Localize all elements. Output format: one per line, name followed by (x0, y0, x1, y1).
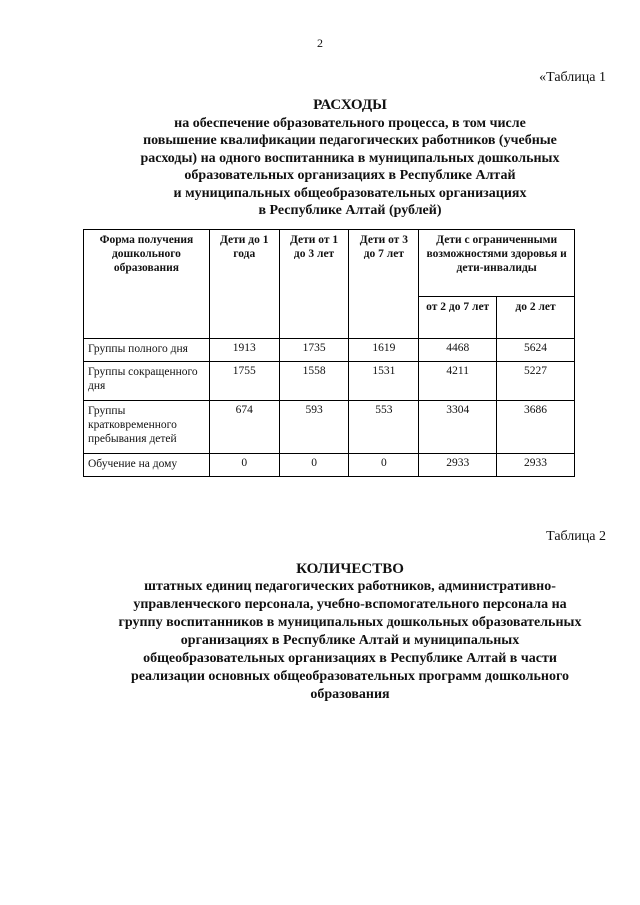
table-2-heading (80, 560, 620, 704)
table-1-subtitle-line: повышение квалификации педагогических работников (учебные (143, 133, 557, 148)
table-row (84, 454, 575, 477)
page-number: 2 (317, 36, 323, 50)
table-1-subtitle-line: образовательных организациях в Республике Алтай (184, 168, 516, 183)
cell-value: 0 (279, 454, 349, 477)
header-under-1: Дети до 1 года (209, 230, 279, 339)
cell-value: 674 (209, 401, 279, 454)
cell-value: 1735 (279, 339, 349, 362)
table-2-subtitle-line: организациях в Республике Алтай и муниципальных (180, 633, 520, 648)
table-1-subtitle-line: на обеспечение образовательного процесса, в том числе (174, 115, 526, 131)
cell-value: 4468 (419, 339, 497, 362)
costs-table (83, 229, 575, 477)
cell-value: 2933 (497, 454, 575, 477)
table-2-title: КОЛИЧЕСТВО (296, 561, 404, 577)
table-row (84, 362, 575, 401)
table-2-subtitle-line: реализации основных общеобразовательных программ дошкольного (131, 669, 569, 684)
header-3-to-7: Дети от 3 до 7 лет (349, 230, 419, 339)
table-1-subtitle-line: и муниципальных общеобразовательных организациях (173, 185, 527, 201)
cell-value: 1531 (349, 362, 419, 401)
cell-value: 4211 (419, 362, 497, 401)
cell-value: 553 (349, 401, 419, 454)
table-1-heading (86, 97, 614, 220)
table-2-subtitle-line: штатных единиц педагогических работников, административно- (144, 579, 556, 594)
table-1-subtitle-line: расходы) на одного воспитанника в муниципальных дошкольных (140, 150, 560, 166)
table-row (84, 339, 575, 362)
row-label: Обучение на дому (84, 454, 210, 477)
header-disabled-children: Дети с ограниченными возможностями здоровья и дети-инвалиды (419, 230, 575, 297)
cell-value: 1755 (209, 362, 279, 401)
table-2-subtitle-line: группу воспитанников в муниципальных дошкольных образовательных (118, 615, 582, 630)
table-row (84, 401, 575, 454)
cell-value: 3304 (419, 401, 497, 454)
cell-value: 3686 (497, 401, 575, 454)
table-1-caption: «Таблица 1 (539, 70, 606, 85)
table-2-subtitle-line: управленческого персонала, учебно-вспомогательного персонала на (133, 597, 567, 612)
table-1-subtitle-line: в Республике Алтай (рублей) (258, 203, 442, 218)
cell-value: 0 (349, 454, 419, 477)
cell-value: 5624 (497, 339, 575, 362)
cell-value: 5227 (497, 362, 575, 401)
cell-value: 1619 (349, 339, 419, 362)
table-2-subtitle-line: общеобразовательных организациях в Республике Алтай в части (143, 651, 557, 666)
cell-value: 1913 (209, 339, 279, 362)
table-2-caption: Таблица 2 (546, 529, 606, 544)
table-1-title: РАСХОДЫ (313, 97, 387, 113)
cell-value: 593 (279, 401, 349, 454)
row-label: Группы полного дня (84, 339, 210, 362)
cell-value: 0 (209, 454, 279, 477)
cell-value: 1558 (279, 362, 349, 401)
cell-value: 2933 (419, 454, 497, 477)
row-label: Группы сокращенного дня (84, 362, 210, 401)
header-1-to-3: Дети от 1 до 3 лет (279, 230, 349, 339)
header-2-to-7: от 2 до 7 лет (419, 297, 497, 339)
header-under-2: до 2 лет (497, 297, 575, 339)
row-label: Группы кратковременного пребывания детей (84, 401, 210, 454)
table-2-subtitle-line: образования (310, 687, 390, 702)
header-form: Форма получения дошкольного образования (84, 230, 210, 339)
